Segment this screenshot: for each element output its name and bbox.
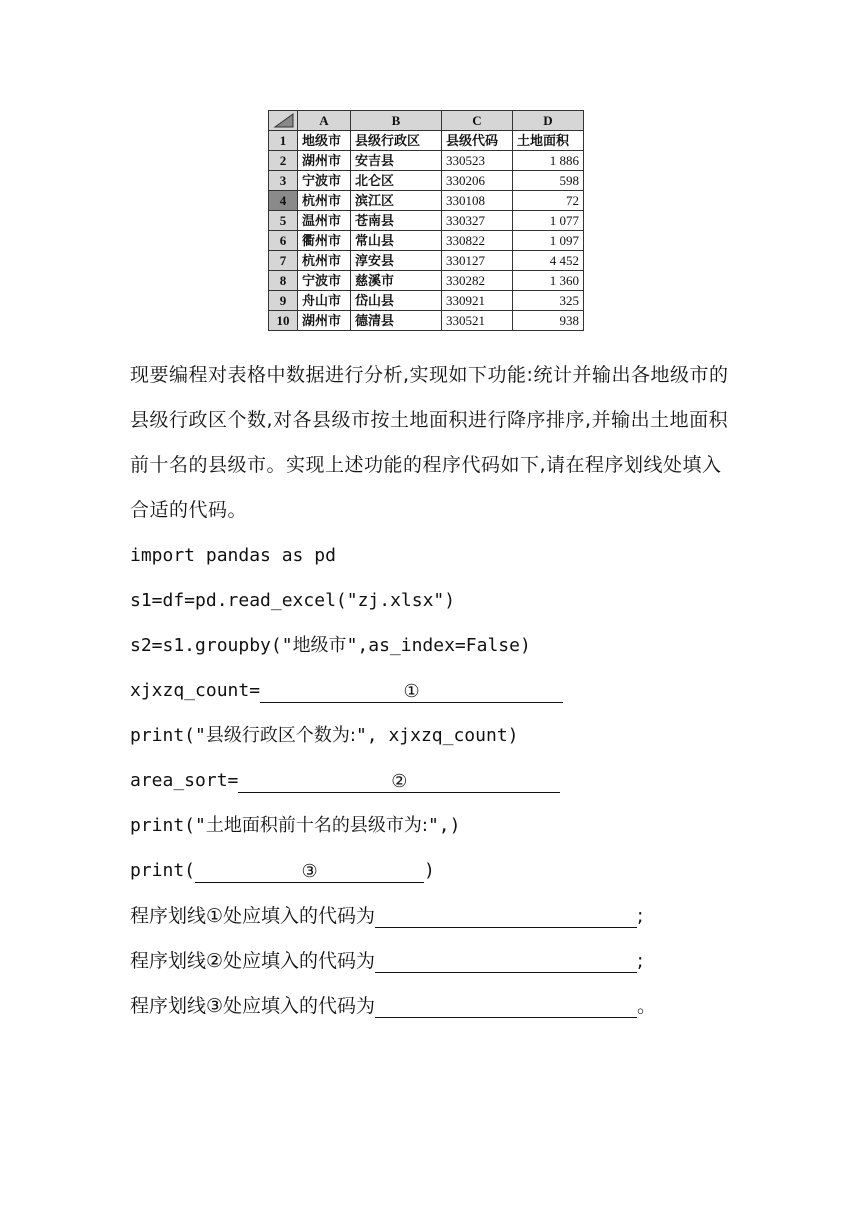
code-text: print(" — [130, 815, 206, 836]
code-text: print( — [130, 860, 196, 881]
spreadsheet-table — [268, 110, 584, 331]
cell[interactable]: 330327 — [442, 211, 513, 231]
cell[interactable]: 4 452 — [513, 251, 584, 271]
column-header-a[interactable]: A — [298, 111, 351, 131]
cell[interactable]: 淳安县 — [351, 251, 442, 271]
code-text: xjxzq_count= — [130, 680, 261, 701]
answer-label: 程序划线③处应填入的代码为 — [130, 995, 376, 1017]
row-number[interactable]: 9 — [269, 291, 298, 311]
code-line-import: import pandas as pd — [130, 545, 336, 566]
row-number-selected[interactable]: 4 — [269, 191, 298, 211]
table-row — [269, 211, 584, 231]
code-line-area-sort — [130, 769, 560, 793]
code-line-print-result — [130, 859, 435, 883]
code-text: 县级行政区个数为: — [205, 725, 356, 746]
code-text: ) — [424, 860, 435, 881]
code-text: s2=s1.groupby(" — [130, 635, 293, 656]
code-text: 地级市 — [292, 635, 347, 656]
code-text: print(" — [130, 725, 206, 746]
answer-blank-3[interactable] — [375, 995, 637, 1018]
cell[interactable]: 330822 — [442, 231, 513, 251]
cell[interactable]: 330282 — [442, 271, 513, 291]
code-text: ",) — [427, 815, 461, 836]
cell[interactable]: 地级市 — [298, 131, 351, 151]
answer-end: ; — [637, 950, 644, 972]
table-row — [269, 131, 584, 151]
code-line-read-excel: s1=df=pd.read_excel("zj.xlsx") — [130, 590, 456, 611]
table-row — [269, 311, 584, 331]
answer-blank-1[interactable] — [375, 905, 637, 928]
column-header-row — [269, 111, 584, 131]
cell[interactable]: 杭州市 — [298, 191, 351, 211]
question-description: 现要编程对表格中数据进行分析,实现如下功能:统计并输出各地级市的县级行政区个数,对各县级市按土地面积进行降序排序,并输出土地面积前十名的县级市。实现上述功能的程序代码如下,请在程序划线处填入合适的代码。 — [130, 364, 729, 521]
table-row — [269, 171, 584, 191]
code-line-print-count — [130, 724, 519, 748]
column-header-b[interactable]: B — [351, 111, 442, 131]
table-row — [269, 291, 584, 311]
cell[interactable]: 1 886 — [513, 151, 584, 171]
select-all-icon — [269, 111, 297, 130]
cell[interactable]: 1 097 — [513, 231, 584, 251]
row-number[interactable]: 10 — [269, 311, 298, 331]
blank-3[interactable]: ③ — [195, 860, 424, 883]
table-row — [269, 251, 584, 271]
cell[interactable]: 苍南县 — [351, 211, 442, 231]
cell[interactable]: 县级代码 — [442, 131, 513, 151]
cell[interactable]: 325 — [513, 291, 584, 311]
cell[interactable]: 330108 — [442, 191, 513, 211]
cell[interactable]: 598 — [513, 171, 584, 191]
cell[interactable]: 岱山县 — [351, 291, 442, 311]
row-number[interactable]: 3 — [269, 171, 298, 191]
answer-end: ; — [637, 905, 644, 927]
cell[interactable]: 温州市 — [298, 211, 351, 231]
cell[interactable]: 安吉县 — [351, 151, 442, 171]
row-number[interactable]: 5 — [269, 211, 298, 231]
cell[interactable]: 湖州市 — [298, 311, 351, 331]
row-number[interactable]: 8 — [269, 271, 298, 291]
cell[interactable]: 330521 — [442, 311, 513, 331]
answer-line-2 — [130, 949, 643, 973]
answer-blank-2[interactable] — [375, 950, 637, 973]
column-header-d[interactable]: D — [513, 111, 584, 131]
answer-label: 程序划线②处应填入的代码为 — [130, 950, 376, 972]
cell[interactable]: 衢州市 — [298, 231, 351, 251]
answer-end: 。 — [637, 995, 657, 1017]
code-text: ", xjxzq_count) — [355, 725, 519, 746]
select-all-corner[interactable] — [269, 111, 298, 131]
table-row — [269, 151, 584, 171]
cell[interactable]: 330206 — [442, 171, 513, 191]
row-number[interactable]: 1 — [269, 131, 298, 151]
answer-line-1 — [130, 904, 643, 928]
row-number[interactable]: 2 — [269, 151, 298, 171]
cell[interactable]: 德清县 — [351, 311, 442, 331]
cell[interactable]: 1 360 — [513, 271, 584, 291]
cell[interactable]: 杭州市 — [298, 251, 351, 271]
cell[interactable]: 938 — [513, 311, 584, 331]
cell[interactable]: 慈溪市 — [351, 271, 442, 291]
cell[interactable]: 72 — [513, 191, 584, 211]
code-text: area_sort= — [130, 770, 239, 791]
cell[interactable]: 舟山市 — [298, 291, 351, 311]
blank-1[interactable]: ① — [260, 680, 563, 703]
cell[interactable]: 330523 — [442, 151, 513, 171]
table-row — [269, 231, 584, 251]
cell[interactable]: 330127 — [442, 251, 513, 271]
cell[interactable]: 湖州市 — [298, 151, 351, 171]
cell[interactable]: 宁波市 — [298, 171, 351, 191]
code-text: ",as_index=False) — [346, 635, 531, 656]
code-text: 土地面积前十名的县级市为: — [205, 815, 428, 836]
cell[interactable]: 北仑区 — [351, 171, 442, 191]
cell[interactable]: 县级行政区 — [351, 131, 442, 151]
table-row — [269, 191, 584, 211]
answer-label: 程序划线①处应填入的代码为 — [130, 905, 376, 927]
code-line-groupby — [130, 634, 531, 658]
answer-line-3 — [130, 994, 656, 1018]
row-number[interactable]: 7 — [269, 251, 298, 271]
code-line-count — [130, 679, 563, 703]
cell[interactable]: 滨江区 — [351, 191, 442, 211]
blank-2[interactable]: ② — [238, 770, 560, 793]
cell[interactable]: 330921 — [442, 291, 513, 311]
cell[interactable]: 宁波市 — [298, 271, 351, 291]
code-line-print-top10 — [130, 814, 460, 838]
cell[interactable]: 1 077 — [513, 211, 584, 231]
cell[interactable]: 常山县 — [351, 231, 442, 251]
column-header-c[interactable]: C — [442, 111, 513, 131]
row-number[interactable]: 6 — [269, 231, 298, 251]
table-row — [269, 271, 584, 291]
cell[interactable]: 土地面积 — [513, 131, 584, 151]
